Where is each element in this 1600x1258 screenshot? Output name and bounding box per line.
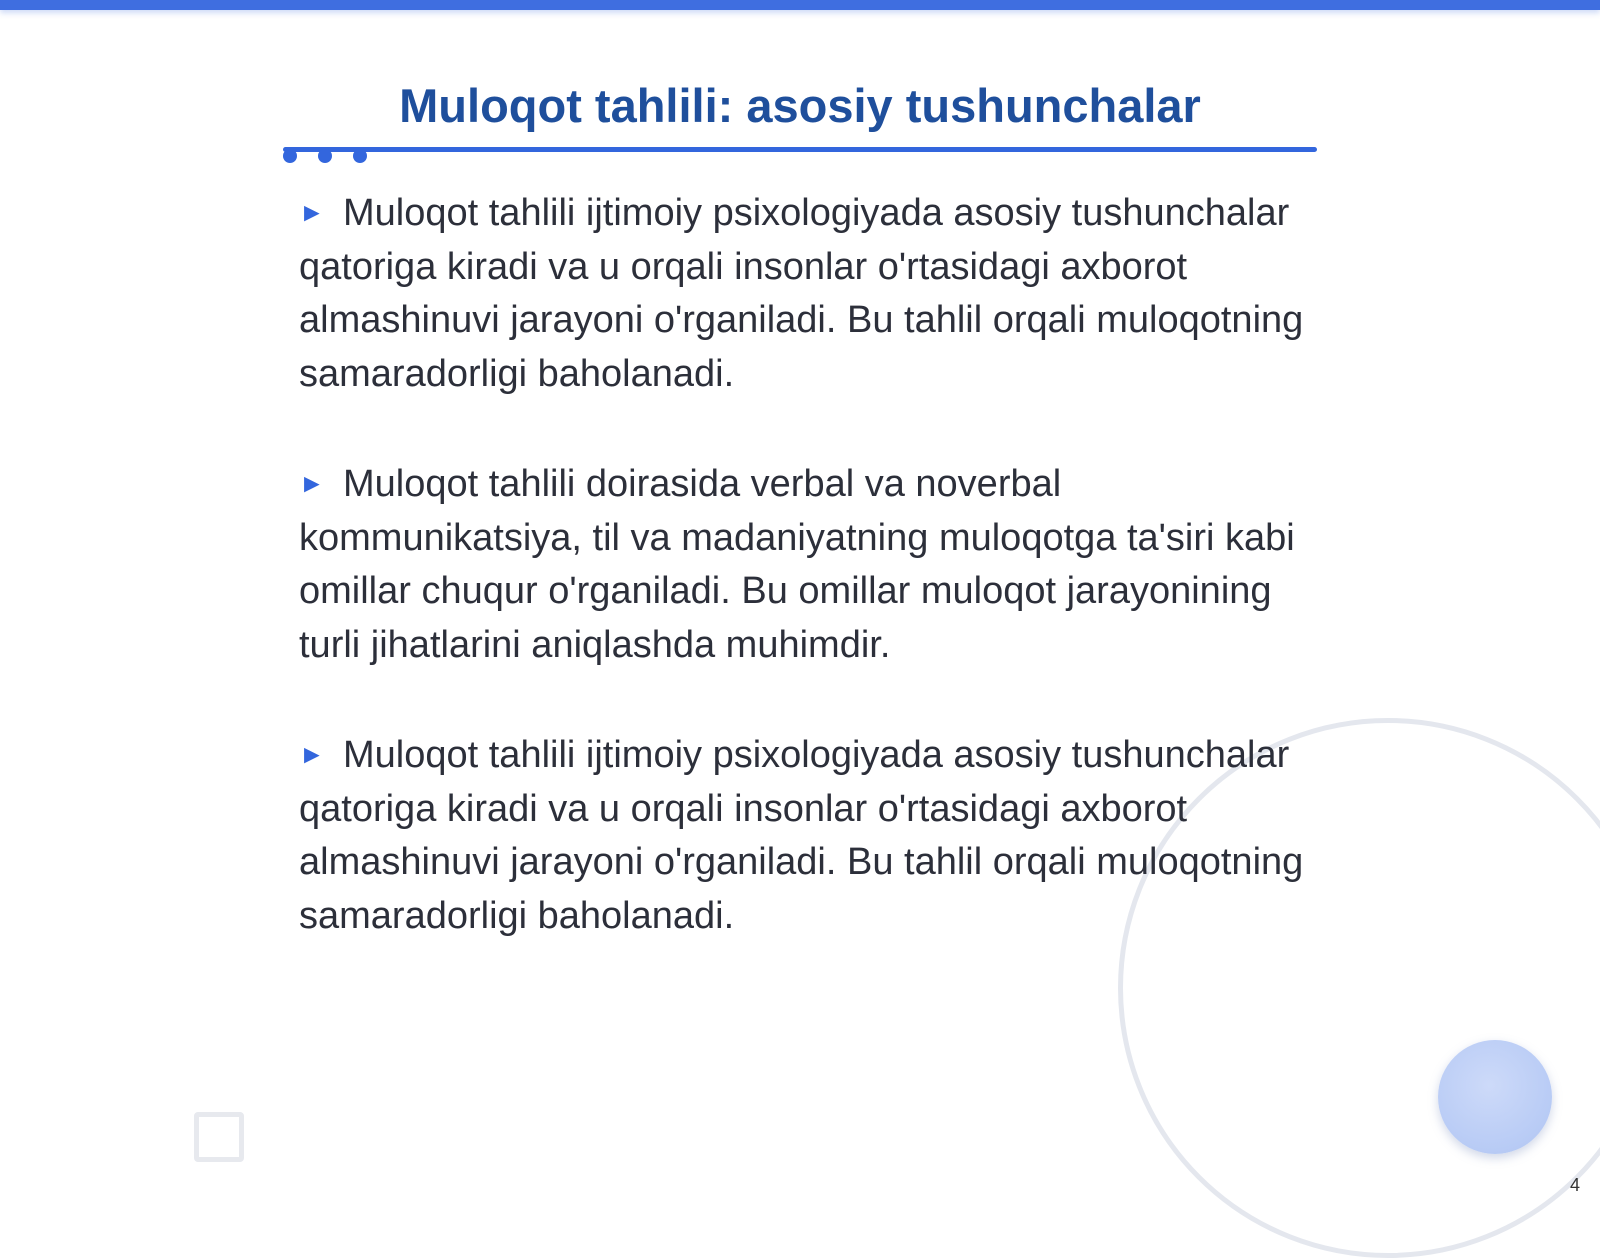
triangle-right-icon: ► <box>299 197 325 227</box>
triangle-right-icon: ► <box>299 468 325 498</box>
bullet-item <box>299 186 1319 401</box>
top-accent-bar <box>0 0 1600 10</box>
bullet-text: Muloqot tahlili doirasida verbal va noverbal kommunikatsiya, til va madaniyatning muloqotga ta'siri kabi omillar chuqur o'rganiladi. Bu omillar muloqot jarayonining turli jihatlarini aniqlashda muhimdir. <box>299 463 1295 666</box>
bullet-item <box>299 728 1319 943</box>
bullet-list <box>299 186 1319 999</box>
decorative-square <box>194 1112 244 1162</box>
page-number: 4 <box>1569 1175 1580 1195</box>
decorative-dot <box>283 149 297 163</box>
title-underline <box>283 147 1317 152</box>
decorative-dot <box>318 149 332 163</box>
slide-title: Muloqot tahlili: asosiy tushunchalar <box>399 79 1201 132</box>
bullet-text: Muloqot tahlili ijtimoiy psixologiyada asosiy tushunchalar qatoriga kiradi va u orqali insonlar o'rtasidagi axborot almashinuvi jarayoni o'rganiladi. Bu tahlil orqali muloqotning samaradorligi baholanadi. <box>299 192 1304 395</box>
bullet-item <box>299 457 1319 672</box>
bullet-text: Muloqot tahlili ijtimoiy psixologiyada asosiy tushunchalar qatoriga kiradi va u orqali insonlar o'rtasidagi axborot almashinuvi jarayoni o'rganiladi. Bu tahlil orqali muloqotning samaradorligi baholanadi. <box>299 734 1304 937</box>
triangle-right-icon: ► <box>299 739 325 769</box>
decorative-disc <box>1438 1040 1552 1154</box>
decorative-dot <box>353 149 367 163</box>
